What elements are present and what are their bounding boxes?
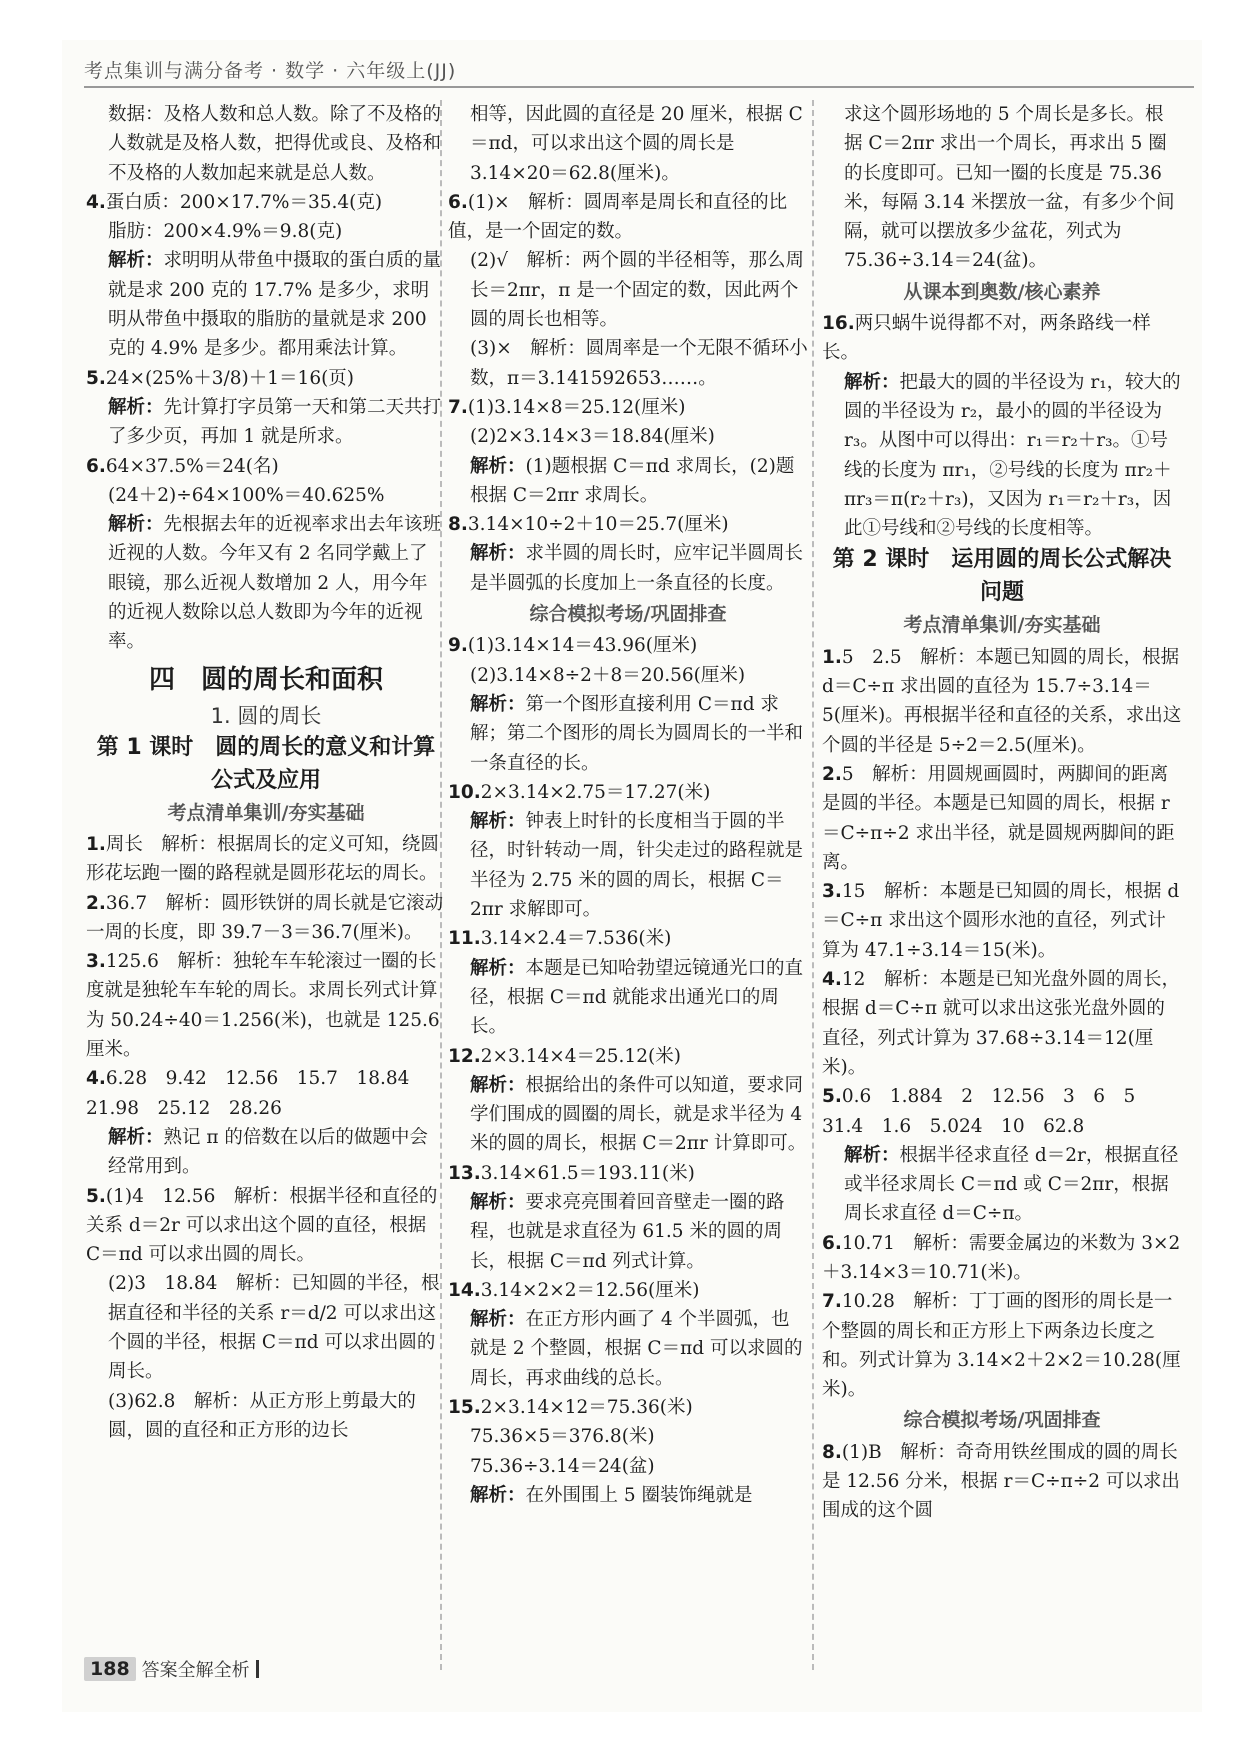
analysis-label: 解析： — [844, 371, 900, 393]
answer-item — [86, 1064, 446, 1123]
item-text: 3.14×61.5＝193.11(米) — [480, 1162, 695, 1184]
column-1 — [86, 100, 446, 1675]
footer-label: 答案全解全析 — [141, 1660, 250, 1681]
answer-item — [86, 889, 446, 948]
item-text: 125.6 解析：独轮车车轮滚过一圈的长度就是独轮车车轮的周长。求周长列式计算为 50.24÷40＝1.256(米)，也就是 125.6 厘米。 — [86, 951, 446, 1061]
item-number: 10. — [448, 781, 481, 803]
item-text: 3.14×10÷2＋10＝25.7(厘米) — [467, 514, 729, 536]
body-text: 75.36÷3.14＝24(盆) — [470, 1455, 655, 1477]
body-text: (2)2×3.14×3＝18.84(厘米) — [470, 426, 715, 448]
item-text: (1)3.14×8＝25.12(厘米) — [467, 396, 686, 418]
analysis-label: 解析： — [470, 1074, 526, 1096]
answer-item — [448, 510, 808, 539]
item-number: 2. — [86, 892, 106, 914]
answer-item — [822, 965, 1182, 1082]
answer-item — [822, 309, 1182, 368]
item-number: 8. — [822, 1441, 842, 1463]
analysis-text: 第一个图形直接利用 C＝πd 求解；第二个图形的周长为圆周长的一半和一条直径的长。 — [470, 693, 804, 774]
header-rule — [84, 86, 1194, 88]
item-text: 2×3.14×4＝25.12(米) — [480, 1045, 681, 1067]
analysis-text: 要求亮亮围着回音壁走一圈的路程，也就是求直径为 61.5 米的圆的周长，根据 C＝πd 列式计算。 — [470, 1191, 785, 1272]
item-text: 5 解析：用圆规画圆时，两脚间的距离是圆的半径。本题是已知圆的周长，根据 r＝C÷π÷2 求出半径，就是圆规两脚间的距离。 — [822, 763, 1175, 873]
analysis-label: 解析： — [470, 1309, 526, 1331]
answer-item — [822, 1082, 1182, 1141]
body-text: 求这个圆形场地的 5 个周长是多长。根据 C＝2πr 求出一个周长，再求出 5 圈的长度即可。已知一圈的长度是 75.36 米，每隔 3.14 米摆放一盆，有多少个间隔，就可以摆放多少盆花，列式为 75.36÷3.14＝24(盆)。 — [844, 104, 1175, 272]
answer-item — [448, 393, 808, 422]
item-text: (1)× 解析：圆周率是周长和直径的比值，是一个固定的数。 — [448, 191, 788, 243]
body-text: (3)× 解析：圆周率是一个无限不循环小数，π＝3.141592653……。 — [470, 338, 808, 389]
page-number: 188 — [84, 1657, 136, 1681]
item-text: 3.14×2.4＝7.536(米) — [480, 928, 672, 950]
item-number: 12. — [448, 1045, 481, 1067]
answer-item — [822, 1438, 1182, 1526]
analysis — [448, 1481, 808, 1510]
answer-item — [86, 452, 446, 481]
body-text: 相等，因此圆的直径是 20 厘米，根据 C＝πd，可以求出这个圆的周长是 3.14×20＝62.8(厘米)。 — [470, 104, 803, 184]
analysis-text: 熟记 π 的倍数在以后的做题中会经常用到。 — [108, 1126, 428, 1178]
footer — [84, 1654, 259, 1684]
analysis-label: 解析： — [470, 455, 526, 477]
analysis — [448, 1071, 808, 1159]
analysis — [448, 452, 808, 511]
footer-bar — [256, 1660, 259, 1678]
item-text: 10.71 解析：需要金属边的米数为 3×2＋3.14×3＝10.71(米)。 — [822, 1232, 1181, 1283]
subsection-heading: 考点清单集训/夯实基础 — [167, 801, 365, 824]
analysis-text: 根据给出的条件可以知道，要求同学们围成的圆圈的周长，就是求半径为 4 米的圆的周长，根据 C＝2πr 计算即可。 — [470, 1074, 809, 1155]
item-text: 64×37.5%＝24(名) — [105, 455, 279, 477]
analysis-text: 在正方形内画了 4 个半圆弧，也就是 2 个整圆，根据 C＝πd 可以求圆的周长，再求曲线的总长。 — [470, 1309, 803, 1389]
item-number: 5. — [86, 367, 106, 389]
item-number: 4. — [86, 1068, 106, 1090]
analysis — [86, 1123, 446, 1182]
subsection-heading: 综合模拟考场/巩固排查 — [903, 1409, 1101, 1432]
body-text: (2)3.14×8÷2＋8＝20.56(厘米) — [470, 664, 746, 686]
item-number: 4. — [822, 969, 842, 991]
column-2 — [448, 100, 808, 1675]
answer-item — [86, 830, 446, 889]
item-number: 15. — [448, 1397, 481, 1419]
answer-item — [448, 778, 808, 807]
item-text: 24×(25%＋3/8)＋1＝16(页) — [105, 367, 355, 389]
analysis-text: 把最大的圆的半径设为 r₁，较大的圆的半径设为 r₂，最小的圆的半径设为 r₃。从图中可以得出：r₁＝r₂＋r₃。①号线的长度为 πr₁，②号线的长度为 πr₂＋πr₃＝π(r₂＋r₃)，又因为 r₁＝r₂＋r₃，因此①号线和②号线的长度相等。 — [844, 371, 1181, 540]
answer-item — [448, 188, 808, 247]
analysis — [86, 393, 446, 452]
item-text: 2×3.14×2.75＝17.27(米) — [480, 781, 711, 803]
body-text: (24＋2)÷64×100%＝40.625% — [108, 484, 385, 506]
subsection-heading: 综合模拟考场/巩固排查 — [529, 603, 727, 626]
analysis-label: 解析： — [470, 1191, 526, 1213]
answer-item — [822, 1287, 1182, 1404]
item-text: 12 解析：本题是已知光盘外圆的周长，根据 d＝C÷π 就可以求出这张光盘外圆的直径，列式计算为 37.68÷3.14＝12(厘米)。 — [822, 969, 1180, 1078]
subsection-heading: 考点清单集训/夯实基础 — [903, 614, 1101, 637]
item-text: 两只蜗牛说得都不对，两条路线一样长。 — [822, 313, 1151, 364]
answer-item — [448, 1393, 808, 1422]
analysis-label: 解析： — [470, 811, 526, 833]
subsection-heading: 从课本到奥数/核心素养 — [903, 280, 1101, 303]
lesson-title: 第 1 课时 圆的周长的意义和计算公式及应用 — [96, 734, 436, 793]
analysis-text: 先计算打字员第一天和第二天共打了多少页，再加 1 就是所求。 — [108, 396, 442, 448]
answer-item — [448, 1159, 808, 1188]
analysis-text: 先根据去年的近视率求出去年该班近视的人数。今年又有 2 名同学戴上了眼镜，那么近视人数增加 2 人，用今年的近视人数除以总人数即为今年的近视率。 — [108, 514, 442, 653]
analysis-text: 在外围围上 5 圈装饰绳就是 — [525, 1484, 753, 1506]
analysis — [448, 1305, 808, 1393]
analysis — [448, 1188, 808, 1276]
item-text: 10.28 解析：丁丁画的图形的周长是一个整圆的周长和正方形上下两条边长度之和。列式计算为 3.14×2＋2×2＝10.28(厘米)。 — [822, 1291, 1181, 1401]
analysis — [822, 1141, 1182, 1229]
item-number: 7. — [822, 1291, 842, 1313]
answer-item — [86, 1182, 446, 1270]
analysis-label: 解析： — [470, 957, 526, 979]
body-text: 75.36×5＝376.8(米) — [470, 1426, 655, 1448]
chapter-title: 四 圆的周长和面积 — [148, 664, 383, 695]
item-number: 6. — [86, 455, 106, 477]
body-text: 数据：及格人数和总人数。除了不及格的人数就是及格人数，把得优或良、及格和不及格的人数加起来就是总人数。 — [108, 104, 442, 184]
analysis-label: 解析： — [470, 1484, 526, 1506]
answer-item — [822, 877, 1182, 965]
item-text: 0.6 1.884 2 12.56 3 6 5 31.4 1.6 5.024 10 62.8 — [822, 1086, 1154, 1137]
analysis-text: 钟表上时针的长度相当于圆的半径，时针转动一周，针尖走过的路程就是半径为 2.75 米的圆的周长，根据 C＝2πr 求解即可。 — [470, 811, 804, 921]
analysis-label: 解析： — [108, 396, 164, 418]
item-text: 2×3.14×12＝75.36(米) — [480, 1397, 693, 1419]
item-text: 3.14×2×2＝12.56(厘米) — [480, 1279, 700, 1301]
analysis-text: 求明明从带鱼中摄取的蛋白质的量就是求 200 克的 17.7% 是多少，求明明从带鱼中摄取的脂肪的量就是求 200 克的 4.9% 是多少。都用乘法计算。 — [108, 250, 442, 360]
item-number: 13. — [448, 1162, 481, 1184]
answer-item — [86, 947, 446, 1064]
item-text: 5 2.5 解析：本题已知圆的周长，根据 d＝C÷π 求出圆的直径为 15.7÷3.14＝5(厘米)。再根据半径和直径的关系，求出这个圆的半径是 5÷2＝2.5(厘米)。 — [822, 646, 1185, 756]
item-text: 周长 解析：根据周长的定义可知，绕圆形花坛跑一圈的路程就是圆形花坛的周长。 — [86, 833, 439, 885]
analysis — [822, 368, 1182, 544]
body-text: (2)√ 解析：两个圆的半径相等，那么周长＝2πr，π 是一个固定的数，因此两个圆的周长也相等。 — [470, 250, 804, 331]
item-number: 5. — [822, 1086, 842, 1108]
item-text: 蛋白质：200×17.7%＝35.4(克) — [105, 191, 383, 213]
answer-item — [448, 1276, 808, 1305]
answer-item — [86, 364, 446, 393]
item-number: 16. — [822, 313, 855, 335]
answer-item — [822, 1229, 1182, 1288]
item-number: 3. — [86, 951, 106, 973]
analysis-text: 本题是已知哈勃望远镜通光口的直径，根据 C＝πd 就能求出通光口的周长。 — [470, 957, 804, 1038]
body-text: 脂肪：200×4.9%＝9.8(克) — [108, 221, 343, 243]
analysis — [448, 954, 808, 1042]
item-number: 9. — [448, 635, 468, 657]
answer-item — [822, 643, 1185, 760]
analysis-label: 解析： — [470, 543, 526, 565]
item-number: 2. — [822, 763, 842, 785]
answer-item — [448, 924, 808, 953]
item-text: (1)4 12.56 解析：根据半径和直径的关系 d＝2r 可以求出这个圆的直径，根据 C＝πd 可以求出圆的周长。 — [86, 1185, 438, 1266]
analysis-label: 解析： — [108, 250, 164, 272]
answer-item — [448, 1042, 808, 1071]
answer-item — [822, 760, 1182, 877]
analysis — [448, 690, 808, 778]
analysis-label: 解析： — [108, 514, 164, 536]
analysis-label: 解析： — [108, 1126, 164, 1148]
answer-item — [86, 188, 446, 217]
body-text: (3)62.8 解析：从正方形上剪最大的圆，圆的直径和正方形的边长 — [108, 1390, 416, 1441]
item-number: 6. — [448, 191, 468, 213]
analysis-text: 根据半径求直径 d＝2r，根据直径或半径求周长 C＝πd 或 C＝2πr，根据周长求直径 d＝C÷π。 — [844, 1144, 1179, 1225]
item-text: 6.28 9.42 12.56 15.7 18.84 21.98 25.12 28.26 — [86, 1068, 428, 1119]
analysis — [86, 246, 446, 363]
lesson-title: 第 2 课时 运用圆的周长公式解决问题 — [832, 547, 1172, 606]
item-number: 4. — [86, 191, 106, 213]
column-3 — [822, 100, 1185, 1675]
item-number: 14. — [448, 1279, 481, 1301]
item-text: (1)B 解析：奇奇用铁丝围成的圆的周长是 12.56 分米，根据 r＝C÷π÷2 可以求出围成的这个圆 — [822, 1441, 1180, 1522]
item-number: 7. — [448, 396, 468, 418]
item-number: 1. — [822, 646, 842, 668]
item-text: 36.7 解析：圆形铁饼的周长就是它滚动一周的长度，即 39.7－3＝36.7(厘米)。 — [86, 892, 444, 943]
body-text: (2)3 18.84 解析：已知圆的半径，根据直径和半径的关系 r＝d/2 可以求出这个圆的半径，根据 C＝πd 可以求出圆的周长。 — [108, 1273, 440, 1383]
running-header: 考点集训与满分备考 · 数学 · 六年级上(JJ) — [84, 60, 457, 82]
item-number: 11. — [448, 928, 481, 950]
answer-item — [448, 631, 808, 660]
analysis-label: 解析： — [470, 693, 526, 715]
analysis-label: 解析： — [844, 1144, 900, 1166]
analysis-text: (1)题根据 C＝πd 求周长，(2)题根据 C＝2πr 求周长。 — [470, 455, 795, 506]
item-number: 3. — [822, 881, 842, 903]
item-text: 15 解析：本题是已知圆的周长，根据 d＝C÷π 求出这个圆形水池的直径，列式计算为 47.1÷3.14＝15(米)。 — [822, 881, 1180, 961]
analysis-text: 求半圆的周长时，应牢记半圆周长是半圆弧的长度加上一条直径的长度。 — [470, 543, 804, 594]
item-text: (1)3.14×14＝43.96(厘米) — [467, 635, 698, 657]
analysis — [448, 539, 808, 598]
item-number: 1. — [86, 833, 106, 855]
analysis — [86, 510, 446, 656]
item-number: 6. — [822, 1232, 842, 1254]
analysis — [448, 807, 808, 924]
column-divider — [812, 100, 814, 1670]
item-number: 8. — [448, 514, 468, 536]
item-number: 5. — [86, 1185, 106, 1207]
section-title: 1. 圆的周长 — [210, 703, 322, 728]
